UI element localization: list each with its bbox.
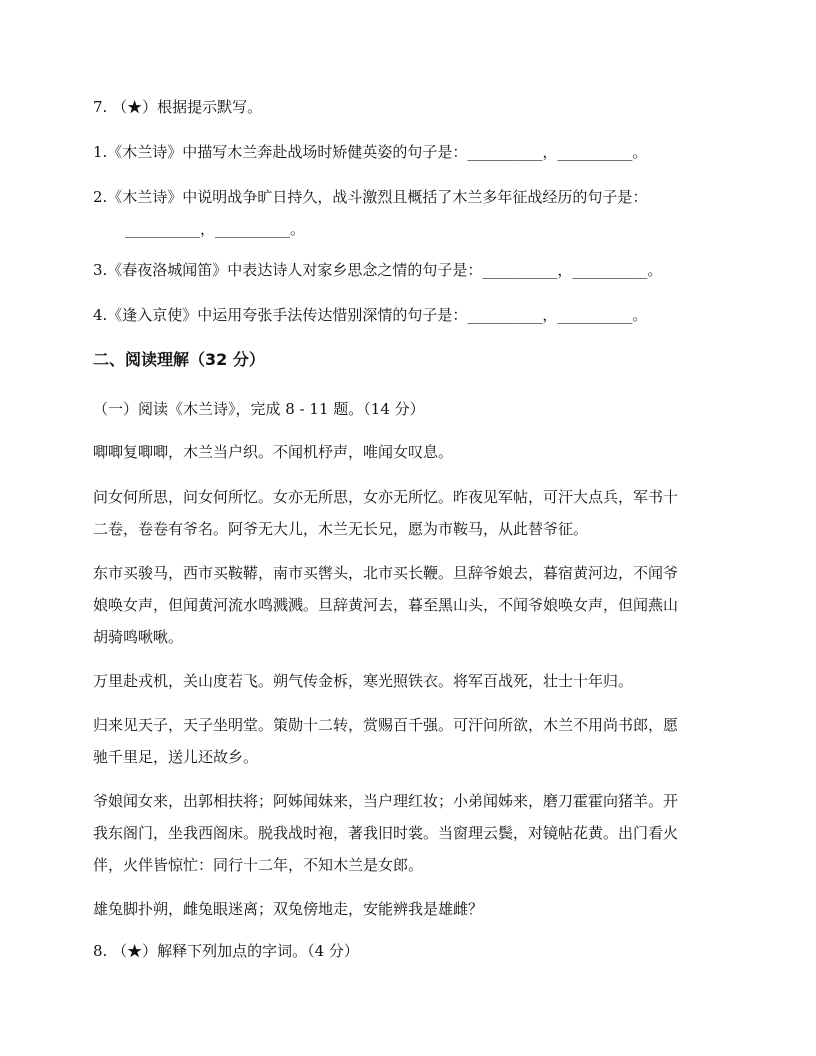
poem-line: 娘唤女声，但闻黄河流水鸣溅溅。旦辞黄河去，暮至黑山头，不闻爷娘唤女声，但闻燕山 xyxy=(93,596,679,614)
section-2-subheading: （一）阅读《木兰诗》，完成 8 - 11 题。（14 分） xyxy=(93,400,425,418)
poem-line: 二卷，卷卷有爷名。阿爷无大儿，木兰无长兄，愿为市鞍马，从此替爷征。 xyxy=(93,520,589,538)
question-7-item-1: 1.《木兰诗》中描写木兰奔赴战场时矫健英姿的句子是：__________，__________。 xyxy=(93,143,648,161)
question-7-item-4: 4.《逢入京使》中运用夸张手法传达惜别深情的句子是：__________，__________。 xyxy=(93,306,648,324)
question-7-item-3: 3.《春夜洛城闻笛》中表达诗人对家乡思念之情的句子是：__________，__________。 xyxy=(93,261,663,279)
poem-line: 问女何所思，问女何所忆。女亦无所思，女亦无所忆。昨夜见军帖，可汗大点兵，军书十 xyxy=(93,488,679,506)
question-7-heading: 7. （★）根据提示默写。 xyxy=(93,98,263,116)
poem-line: 万里赴戎机，关山度若飞。朔气传金柝，寒光照铁衣。将军百战死，壮士十年归。 xyxy=(93,672,634,690)
poem-line: 伴，火伴皆惊忙：同行十二年，不知木兰是女郎。 xyxy=(93,856,424,874)
poem-line: 雄兔脚扑朔，雌兔眼迷离；双兔傍地走，安能辨我是雄雌？ xyxy=(93,900,484,918)
poem-line: 东市买骏马，西市买鞍鞯，南市买辔头，北市买长鞭。旦辞爷娘去，暮宿黄河边，不闻爷 xyxy=(93,564,679,582)
poem-line: 我东阁门，坐我西阁床。脱我战时袍，著我旧时裳。当窗理云鬓，对镜帖花黄。出门看火 xyxy=(93,824,679,842)
poem-line: 归来见天子，天子坐明堂。策勋十二转，赏赐百千强。可汗问所欲，木兰不用尚书郎，愿 xyxy=(93,716,679,734)
question-8-heading: 8. （★）解释下列加点的字词。（4 分） xyxy=(93,942,359,960)
section-2-title: 二、阅读理解（32 分） xyxy=(93,350,265,369)
poem-line: 胡骑鸣啾啾。 xyxy=(93,628,184,646)
question-7-item-2: 2.《木兰诗》中说明战争旷日持久，战斗激烈且概括了木兰多年征战经历的句子是： xyxy=(93,188,648,206)
poem-line: 唧唧复唧唧，木兰当户织。不闻机杼声，唯闻女叹息。 xyxy=(93,443,454,461)
poem-line: 爷娘闻女来，出郭相扶将；阿姊闻妹来，当户理红妆；小弟闻姊来，磨刀霍霍向猪羊。开 xyxy=(93,792,679,810)
poem-line: 驰千里足，送儿还故乡。 xyxy=(93,748,259,766)
question-7-item-2-blanks: __________，__________。 xyxy=(125,220,306,238)
